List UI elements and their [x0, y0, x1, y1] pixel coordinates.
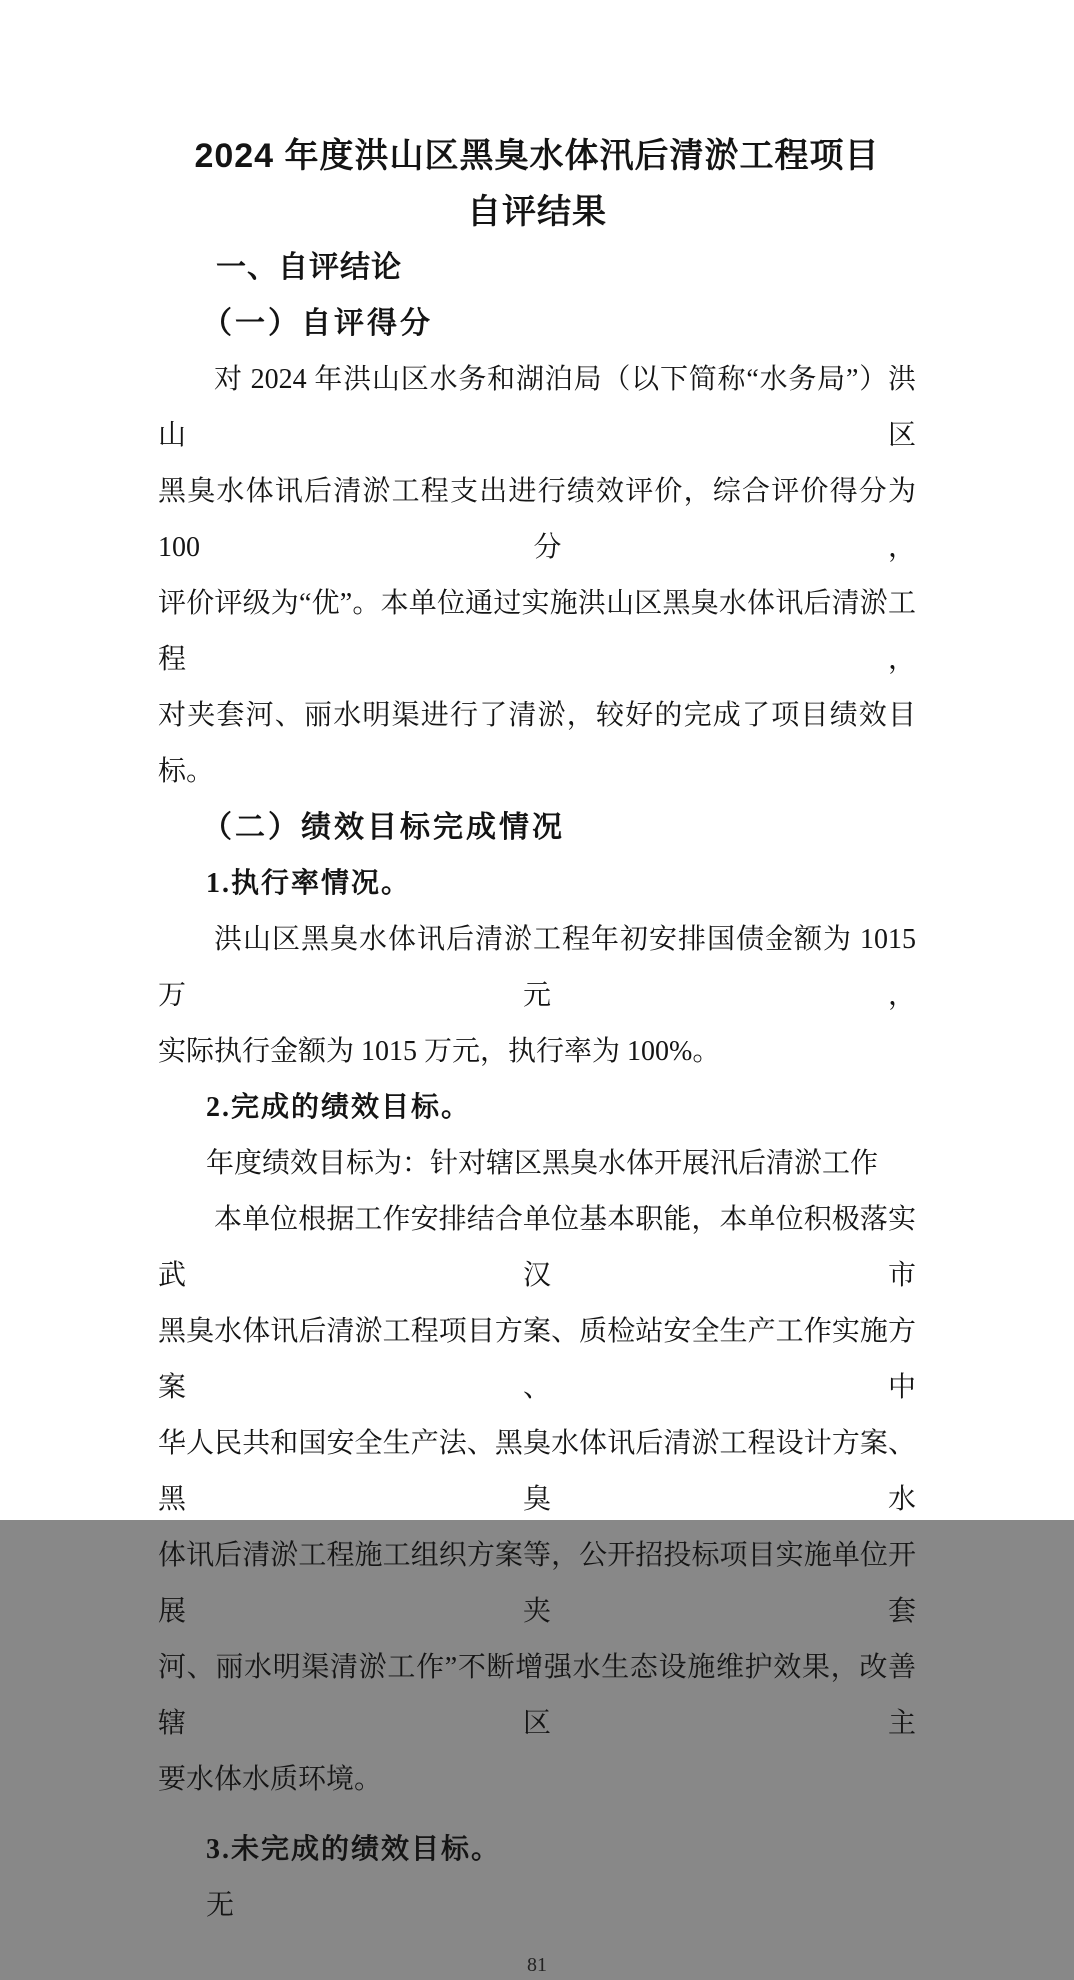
text-line: 河、丽水明渠清淤工作”不断增强水生态设施维护效果，改善辖区主	[158, 1652, 916, 1739]
subheading-execution-rate: 1.执行率情况。	[206, 868, 412, 899]
heading-self-evaluation-conclusion: 一、自评结论	[216, 251, 402, 284]
text-line: 本单位根据工作安排结合单位基本职能，本单位积极落实武汉市	[158, 1204, 916, 1291]
text-line: 年度绩效目标为：针对辖区黑臭水体开展汛后清淤工作	[206, 1148, 879, 1179]
text-line: 评价评级为“优”。本单位通过实施洪山区黑臭水体讯后清淤工程，	[158, 588, 916, 675]
text-line: 实际执行金额为 1015 万元，执行率为 100%。	[158, 1036, 721, 1067]
paragraph-target-detail	[158, 1192, 916, 1808]
text-line: 对 2024 年洪山区水务和湖泊局（以下简称“水务局”）洪山区	[158, 364, 916, 451]
document-title-line1: 2024 年度洪山区黑臭水体汛后清淤工程项目	[194, 137, 880, 175]
text-line: 黑臭水体讯后清淤工程项目方案、质检站安全生产工作实施方案、中	[158, 1316, 916, 1403]
heading-self-evaluation-score: （一）自评得分	[202, 307, 433, 340]
paragraph-annual-target	[158, 1136, 916, 1192]
document-title-line2: 自评结果	[467, 193, 607, 231]
text-line: 体讯后清淤工程施工组织方案等，公开招投标项目实施单位开展夹套	[158, 1540, 916, 1627]
paragraph-score	[158, 352, 916, 800]
text-line: 无	[206, 1890, 235, 1921]
text-line: 要水体水质环境。	[158, 1764, 383, 1795]
text-line: 洪山区黑臭水体讯后清淤工程年初安排国债金额为 1015 万元，	[158, 924, 916, 1011]
page-number: 81	[527, 1954, 547, 1976]
subheading-uncompleted-targets: 3.未完成的绩效目标。	[206, 1834, 502, 1865]
subheading-completed-targets: 2.完成的绩效目标。	[206, 1092, 472, 1123]
text-line: 对夹套河、丽水明渠进行了清淤，较好的完成了项目绩效目标。	[158, 700, 916, 787]
text-line: 华人民共和国安全生产法、黑臭水体讯后清淤工程设计方案、黑臭水	[158, 1428, 916, 1515]
paragraph-none	[158, 1878, 916, 1934]
heading-performance-target-completion: （二）绩效目标完成情况	[202, 811, 565, 844]
paragraph-execution-rate	[158, 912, 916, 1080]
text-line: 黑臭水体讯后清淤工程支出进行绩效评价，综合评价得分为 100 分，	[158, 476, 916, 563]
